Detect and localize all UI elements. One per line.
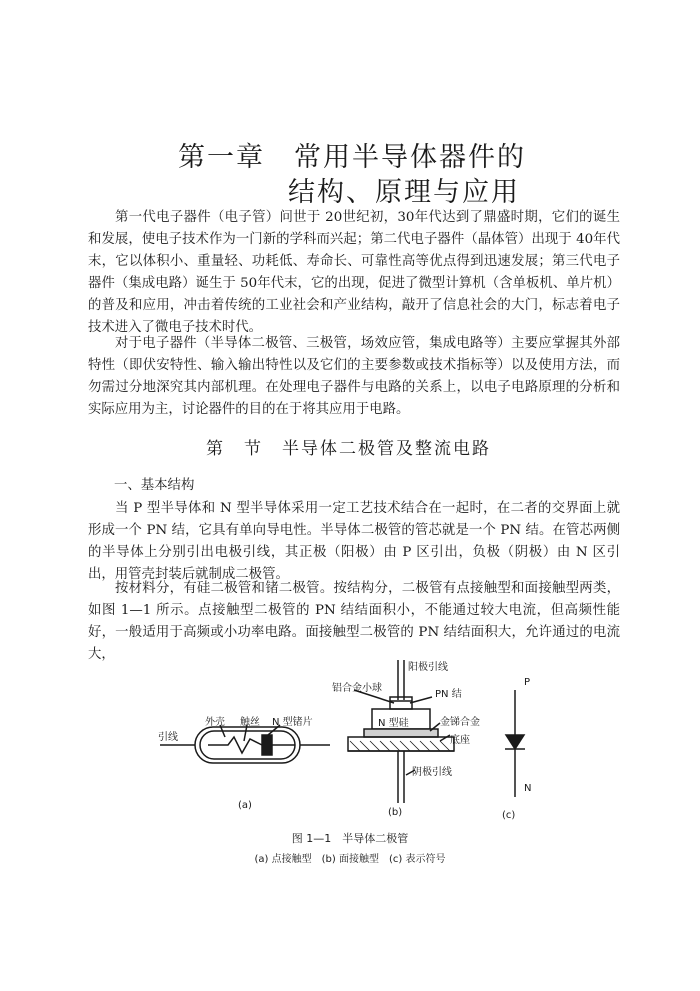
diode-figure [150,655,570,830]
cathode-lead-label: 阴极引线 [412,767,452,778]
figure-c-label: (c) [502,810,516,821]
paragraph-diode-types: 按材料分，有硅二极管和锗二极管。按结构分，二极管有点接触型和面接触型两类，如图 1—1 所示。点接触型二极管的 PN 结结面积小，不能通过较大电流，但高频性能好，一般适用于高频或小功率电路。面接触型二极管的 PN 结结面积大，允许通过的电流大， [88,581,620,662]
pn-junction-label: PN 结 [435,689,462,700]
n-silicon-label: N 型硅 [378,718,409,729]
figure-subcaption: (a) 点接触型 (b) 面接触型 (c) 表示符号 [254,854,446,865]
figure-b-label: (b) [388,807,403,818]
chapter-title-line2: 结构、原理与应用 [288,177,520,208]
n-terminal-label: N [524,783,532,794]
shell-label: 外壳 [205,717,225,728]
paragraph-pn-junction: 当 P 型半导体和 N 型半导体采用一定工艺技术结合在一起时，在二者的交界面上就形成一个 PN 结，它具有单向导电性。半导体二极管的管芯就是一个 PN 结。在管芯两侧的半导体上分别引出电极引线，其正极（阳极）由 P 区引出，负极（阴极）由 N 区引出，用管壳封装后就制成二极管。 [88,501,620,582]
chapter-title-line1: 第一章 常用半导体器件的 [178,142,526,173]
section-title: 第 节 半导体二极管及整流电路 [206,439,491,459]
anode-lead-label: 阳极引线 [408,662,448,673]
p-terminal-label: P [524,677,531,688]
paragraph-focus: 对于电子器件（半导体二极管、三极管，场效应管，集成电路等）主要应掌握其外部特性（即伏安特性、输入输出特性以及它们的主要参数或技术指标等）以及使用方法，而勿需过分地深究其内部机理。在处理电子器件与电路的关系上，以电子电路原理的分析和实际应用为主，讨论器件的目的在于将其应用于电路。 [88,336,620,417]
gold-antimony-label: 金锑合金 [440,717,480,728]
subsection-heading: 一、基本结构 [114,478,195,493]
point-contact-diode-drawing [160,725,330,763]
figure-a-label: (a) [238,800,252,811]
lead-label-a: 引线 [158,732,178,743]
base-label: 底座 [450,735,470,746]
paragraph-intro: 第一代电子器件（电子管）问世于 20世纪初，30年代达到了鼎盛时期，它们的诞生和发展，使电子技术作为一门新的学科而兴起；第二代电子器件（晶体管）出现于 40年代末，它以体积小、重量轻、功耗低、寿命长、可靠性高等优点得到迅速发展；第三代电子器件（集成电路）诞生于 50年代末，它的出现，促进了微型计算机（含单板机、单片机）的普及和应用，冲击着传统的工业社会和产业结构，敲开了信息社会的大门，标志着电子技术进入了微电子技术时代。 [88,210,620,335]
contact-wire-label: 触丝 [240,717,260,728]
diode-symbol-drawing [505,690,525,797]
aluminum-ball-label: 铝合金小球 [332,683,382,694]
figure-caption: 图 1—1 半导体二极管 [291,832,409,845]
germanium-chip-label: N 型锗片 [272,717,313,728]
